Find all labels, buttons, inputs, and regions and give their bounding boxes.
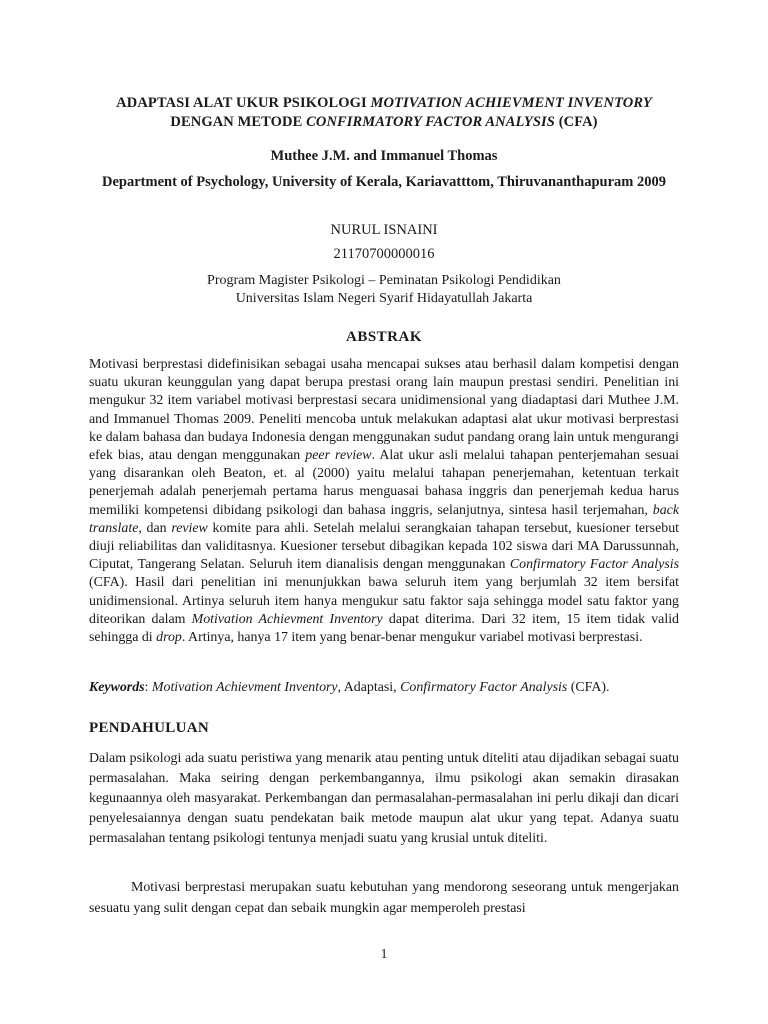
keywords-line: Keywords: Motivation Achievment Inventory, Adaptasi, Confirmatory Factor Analysis (CFA).	[89, 680, 610, 695]
paper-title	[60, 94, 708, 132]
student-name: NURUL ISNAINI	[330, 222, 438, 238]
original-affiliation: Department of Psychology, University of Kerala, Kariavatttom, Thiruvananthapuram 2009	[102, 174, 666, 190]
intro-paragraph-2: Motivasi berprestasi merupakan suatu kebutuhan yang mendorong seseorang untuk mengerjakan sesuatu yang sulit dengan cepat dan sebaik mungkin agar memperoleh prestasi	[89, 880, 679, 916]
title-line-1: ADAPTASI ALAT UKUR PSIKOLOGI MOTIVATION ACHIEVMENT INVENTORY	[116, 95, 652, 111]
student-id: 21170700000016	[333, 246, 435, 262]
page-number: 1	[380, 946, 388, 961]
abstract-paragraph: Motivasi berprestasi didefinisikan sebagai usaha mencapai sukses atau berhasil dalam kompetisi dengan suatu ukuran keunggulan yang dapat berupa prestasi orang lain maupun prestasi sendiri. Penelitian ini mengukur 32 item variabel motivasi berprestasi secara unidimensional yang diadaptasi dari Muthee J.M. and Immanuel Thomas 2009. Peneliti mencoba untuk melakukan adaptasi alat ukur motivasi berprestasi ke dalam bahasa dan budaya Indonesia dengan menggunakan sudut pandang orang lain untuk mengurangi efek bias, atau dengan menggunakan peer review. Alat ukur asli melalui tahapan penterjemahan sesuai yang disarankan oleh Beaton, et. al (2000) yaitu melalui tahapan penerjemahan, ketentuan terkait penerjemah adalah penerjemah pertama harus menguasai bahasa inggris dan penerjemah kedua harus memiliki kompetensi dibidang psikologi dan bahasa inggris, selanjutnya, sintesa hasil terjemahan, back translate, dan review komite para ahli. Setelah melalui serangkaian tahapan tersebut, kuesioner tersebut diuji reliabilitas dan validitasnya. Kuesioner tersebut dibagikan kepada 102 siswa dari MA Darussunnah, Ciputat, Tangerang Selatan. Seluruh item dianalisis dengan menggunakan Confirmatory Factor Analysis (CFA). Hasil dari penelitian ini menunjukkan bawa seluruh item yang berjumlah 32 item bersifat unidimensional. Artinya seluruh item hanya mengukur satu faktor saja sehingga model satu faktor yang diteorikan dalam Motivation Achievment Inventory dapat diterima. Dari 32 item, 15 item tidak valid sehingga di drop. Artinya, hanya 17 item yang benar-benar mengukur variabel motivasi berprestasi.	[89, 357, 680, 646]
abstract-heading: ABSTRAK	[345, 329, 423, 345]
title-line-2: DENGAN METODE CONFIRMATORY FACTOR ANALYSIS (CFA)	[170, 114, 598, 130]
original-authors: Muthee J.M. and Immanuel Thomas	[270, 148, 498, 164]
program-line-1: Program Magister Psikologi – Peminatan Psikologi Pendidikan	[207, 273, 561, 288]
abstract-body	[89, 356, 679, 647]
program-block	[60, 272, 708, 308]
student-block	[60, 218, 708, 266]
section-heading: PENDAHULUAN	[89, 720, 209, 736]
program-line-2: Universitas Islam Negeri Syarif Hidayatullah Jakarta	[235, 291, 533, 306]
intro-paragraph-1: Dalam psikologi ada suatu peristiwa yang menarik atau penting untuk diteliti atau dijadikan sebagai suatu permasalahan. Maka seiring dengan perkembangannya, ilmu psikologi akan semakin dirasakan kegunaannya oleh masyarakat. Perkembangan dan permasalahan-permasalahan ini perlu dikaji dan dicari penyelesaiannya dengan suatu pendekatan baik metode maupun alat ukur yang tepat. Adanya suatu permasalahan tentang psikologi tentunya menjadi suatu yang krusial untuk diteliti.	[89, 751, 679, 846]
